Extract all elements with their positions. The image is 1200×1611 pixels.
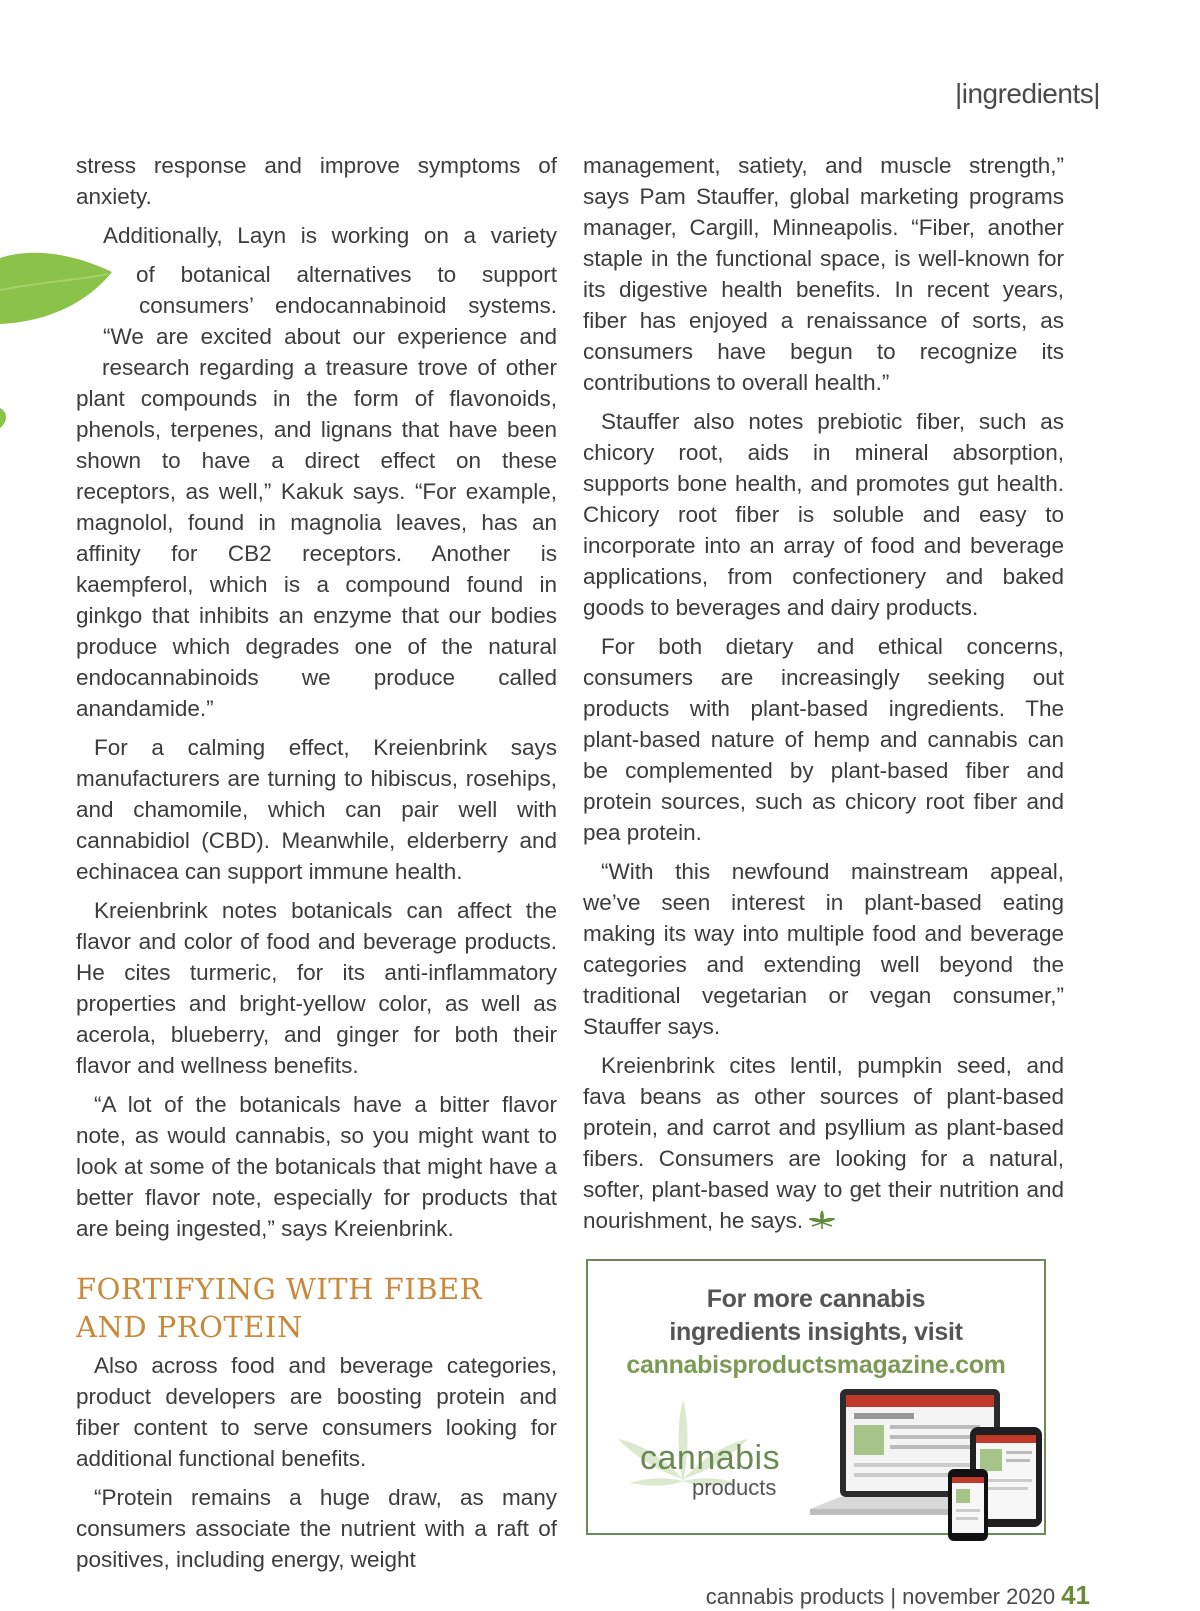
promo-logo-word: cannabis	[640, 1439, 781, 1477]
paragraph: “A lot of the botanicals have a bitter flavor note, as would cannabis, so you might want to look at some of the botanicals that might have a better flavor note, especially for products that are being ingested,” says Kreienbrink.	[76, 1092, 557, 1241]
promo-line: ingredients insights, visit	[669, 1318, 963, 1346]
paragraph: Also across food and beverage categories, product developers are boosting protein and fiber content to serve consumers looking for additional functional benefits.	[76, 1353, 557, 1471]
wrapped-line: of botanical alternatives to support	[136, 262, 557, 287]
devices-mockup-icon	[810, 1379, 1060, 1551]
paragraph: “With this newfound mainstream appeal, we’ve seen interest in plant-based eating making its way into multiple food and beverage categories and extending well beyond the traditional vegetarian or vegan consumer,” Stauffer says.	[583, 859, 1064, 1039]
paragraph: For a calming effect, Kreienbrink says manufacturers are turning to hibiscus, rosehips, and chamomile, which can pair well with cannabidiol (CBD). Meanwhile, elderberry and echinacea can support immune health.	[76, 735, 557, 884]
promo-text	[588, 1283, 1044, 1382]
heading-line: AND PROTEIN	[76, 1310, 303, 1344]
promo-box[interactable]	[586, 1259, 1046, 1535]
paragraph: management, satiety, and muscle strength,” says Pam Stauffer, global marketing programs manager, Cargill, Minneapolis. “Fiber, another staple in the functional space, is well-known for its digestive health benefits. In recent years, fiber has enjoyed a renaissance of sorts, as consumers have begun to recognize its contributions to overall health.”	[583, 153, 1064, 395]
cannabis-leaf-end-mark-icon	[809, 1211, 835, 1231]
promo-logo-sub: products	[692, 1475, 777, 1500]
paragraph-end	[583, 1050, 1064, 1236]
paragraph: Kreienbrink notes botanicals can affect the flavor and color of food and beverage products. He cites turmeric, for its anti-inflammatory properties and bright-yellow color, as well as acerola, blueberry, and ginger for both their flavor and wellness benefits.	[76, 898, 557, 1078]
paragraph: Stauffer also notes prebiotic fiber, such as chicory root, aids in mineral absorption, supports bone health, and promotes gut health. Chicory root fiber is soluble and easy to incorporate into an array of food and beverage applications, from confectionery and baked goods to beverages and dairy products.	[583, 409, 1064, 620]
paragraph: plant compounds in the form of flavonoids, phenols, terpenes, and lignans that have been shown to have a direct effect on these receptors, as well,” Kakuk says. “For example, magnolol, found in magnolia leaves, has an affinity for CB2 receptors. Another is kaempferol, which is a compound found in ginkgo that inhibits an enzyme that our bodies produce which degrades one of the natural endocannabinoids we produce called anandamide.”	[76, 386, 557, 721]
right-column	[583, 150, 1064, 1244]
wrapped-line: consumers’ endocannabinoid systems.	[139, 293, 557, 318]
page-number: 41	[1061, 1580, 1090, 1610]
paragraph: stress response and improve symptoms of anxiety.	[76, 153, 557, 209]
promo-url-link[interactable]: cannabisproductsmagazine.com	[626, 1351, 1006, 1379]
paragraph: “Protein remains a huge draw, as many consumers associate the nutrient with a raft of positives, including energy, weight	[76, 1485, 557, 1572]
wrapped-paragraph	[76, 220, 557, 383]
promo-line: For more cannabis	[706, 1285, 926, 1313]
leaf-tip-icon	[0, 408, 12, 428]
page-footer	[706, 1580, 1090, 1611]
wrapped-line: research regarding a treasure trove of other	[102, 355, 557, 380]
heading-line: FORTIFYING WITH FIBER	[76, 1272, 483, 1306]
left-column	[76, 150, 557, 1583]
section-heading	[76, 1270, 557, 1346]
wrapped-line: “We are excited about our experience and	[103, 324, 557, 349]
paragraph-text: Kreienbrink cites lentil, pumpkin seed, and fava beans as other sources of plant-based protein, and carrot and psyllium as plant-based fibers. Consumers are looking for a natural, softer, plant-based way to get their nutrition and nourishment, he says.	[583, 1053, 1064, 1233]
footer-text: cannabis products | november 2020	[705, 1584, 1056, 1609]
wrapped-line: Additionally, Layn is working on a variety	[103, 223, 557, 248]
section-tag: |ingredients|	[954, 78, 1100, 109]
paragraph: For both dietary and ethical concerns, consumers are increasingly seeking out products with plant-based ingredients. The plant-based nature of hemp and cannabis can be complemented by plant-based fiber and protein sources, such as chicory root fiber and pea protein.	[583, 634, 1064, 845]
